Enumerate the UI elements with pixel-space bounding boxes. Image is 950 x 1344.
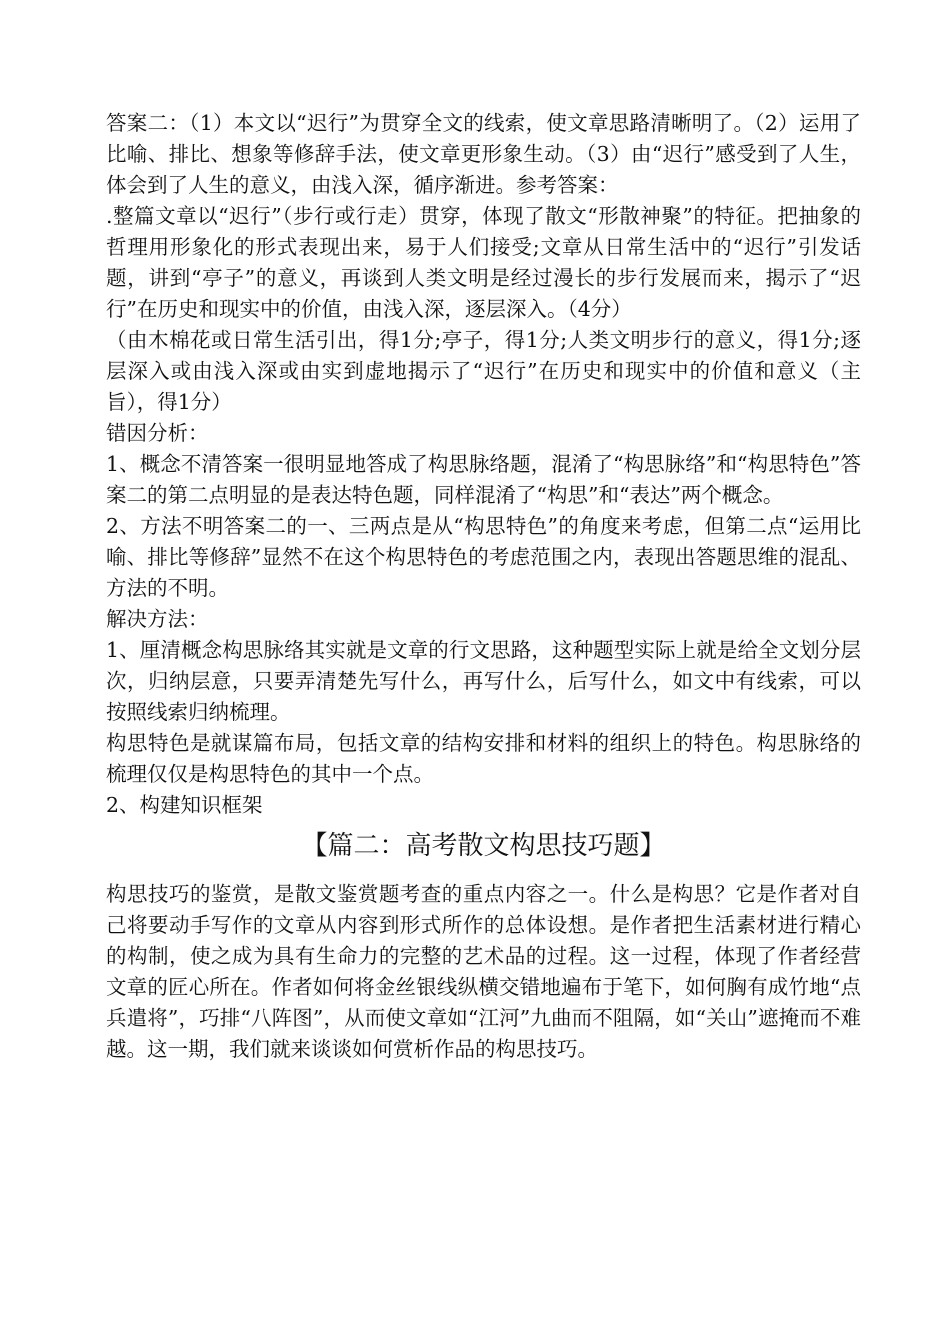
error-point-two: 2、方法不明答案二的一、三两点是从“构思特色”的角度来考虑，但第二点“运用比喻、排比等修辞”显然不在这个构思特色的考虑范围之内，表现出答题思维的混乱、方法的不明。 bbox=[106, 514, 861, 600]
solution-point-one: 1、厘清概念构思脉络其实就是文章的行文思路，这种题型实际上就是给全文划分层次，归纳层意，只要弄清楚先写什么，再写什么，后写什么，如文中有线索，可以按照线索归纳梳理。 bbox=[106, 638, 861, 724]
structure-feature-paragraph: 构思特色是就谋篇布局，包括文章的结构安排和材料的组织上的特色。构思脉络的梳理仅仅是构思特色的其中一个点。 bbox=[106, 731, 861, 786]
document-page bbox=[106, 108, 861, 1065]
solution-label: 解决方法： bbox=[106, 607, 209, 631]
scoring-note-paragraph: （由木棉花或日常生活引出，得1分;亭子，得1分;人类文明步行的意义，得1分;逐层深入或由浅入深或由实到虚地揭示了“迟行”在历史和现实中的价值和意义（主旨），得1分） bbox=[106, 328, 861, 414]
solution-point-two: 2、构建知识框架 bbox=[106, 793, 263, 817]
intro-paragraph: 构思技巧的鉴赏，是散文鉴赏题考查的重点内容之一。什么是构思？它是作者对自己将要动手写作的文章从内容到形式所作的总体设想。是作者把生活素材进行精心的构制，使之成为具有生命力的完整的艺术品的过程。这一过程，体现了作者经营文章的匠心所在。作者如何将金丝银线纵横交错地遍布于笔下，如何胸有成竹地“点兵遣将”，巧排“八阵图”，从而使文章如“江河”九曲而不阻隔，如“关山”遮掩而不难越。这一期，我们就来谈谈如何赏析作品的构思技巧。 bbox=[106, 882, 861, 1061]
reference-answer-paragraph: .整篇文章以“迟行”（步行或行走）贯穿，体现了散文“形散神聚”的特征。把抽象的哲理用形象化的形式表现出来，易于人们接受;文章从日常生活中的“迟行”引发话题，讲到“亭子”的意义，再谈到人类文明是经过漫长的步行发展而来，揭示了“迟行”在历史和现实中的价值，由浅入深，逐层深入。（4分） bbox=[106, 204, 861, 321]
error-analysis-label: 错因分析： bbox=[106, 421, 209, 445]
section-heading: 【篇二：高考散文构思技巧题】 bbox=[301, 831, 666, 861]
answer-two-paragraph: 答案二：（1）本文以“迟行”为贯穿全文的线索，使文章思路清晰明了。（2）运用了比喻、排比、想象等修辞手法，使文章更形象生动。（3）由“迟行”感受到了人生，体会到了人生的意义，由浅入深，循序渐进。参考答案： bbox=[106, 111, 861, 197]
error-point-one: 1、概念不清答案一很明显地答成了构思脉络题，混淆了“构思脉络”和“构思特色”答案二的第二点明显的是表达特色题，同样混淆了“构思”和“表达”两个概念。 bbox=[106, 452, 861, 507]
